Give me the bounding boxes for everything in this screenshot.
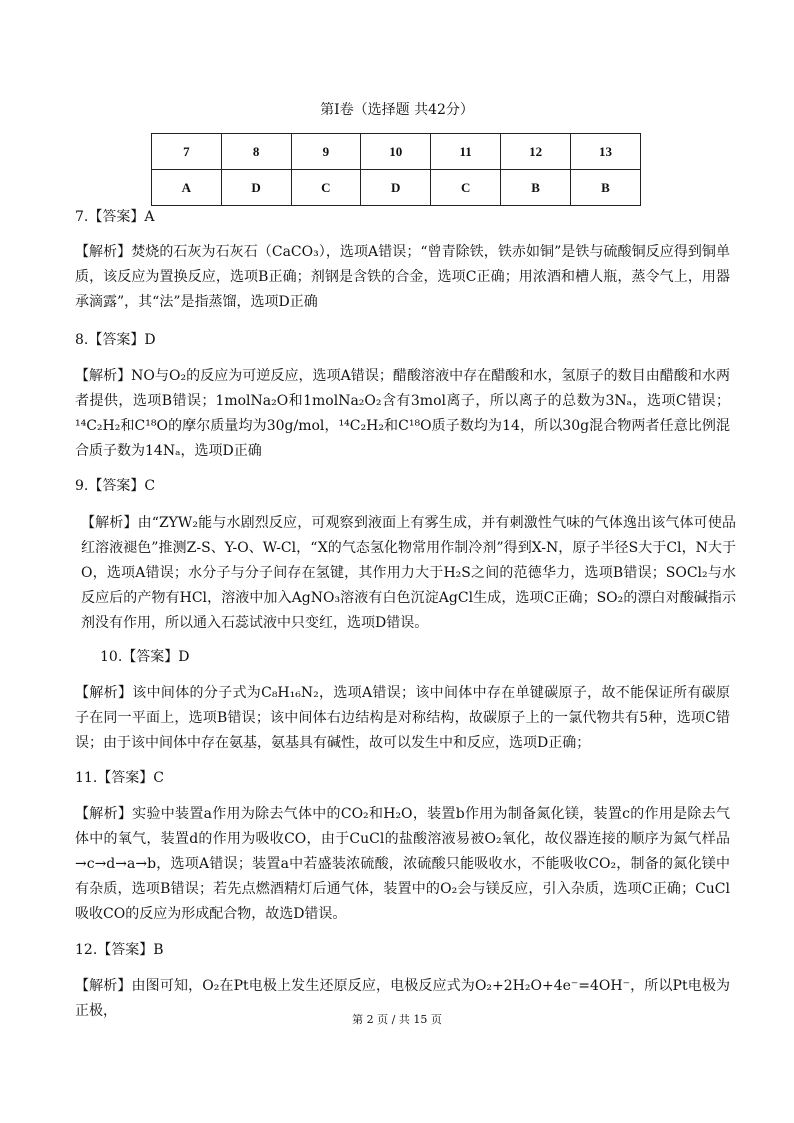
- page-footer: 第 2 页 / 共 15 页: [352, 1013, 442, 1026]
- answer-cell: D: [361, 170, 431, 206]
- answer-cell: A: [152, 170, 222, 206]
- analysis-9: 【解析】由“ZYW₂能与水剧烈反应，可观察到液面上有雾生成，并有刺激性气味的气体逸出该气体可使品红溶液褪色”推测Z-S、Y-O、W-Cl，“X的气态氢化物常用作制冷剂”得到X-N，原子半径S大于Cl，N大于O，选项A错误；水分子与分子间存在氢键，其作用力大于H₂S之间的范德华力，选项B错误；SOCl₂与水反应后的产物有HCl，溶液中加入AgNO₃溶液有白色沉淀AgCl生成，选项C正确；SO₂的漂白对酸碱指示剂没有作用，所以通入石蕊试液中只变红，选项D错误。: [81, 515, 736, 631]
- section-title: 第Ⅰ卷（选择题 共42分）: [320, 102, 474, 118]
- question-number-cell: 13: [571, 134, 641, 170]
- question-number-cell: 11: [431, 134, 501, 170]
- answer-line-10: 10.【答案】D: [100, 649, 190, 665]
- analysis-12: 【解析】由图可知，O₂在Pt电极上发生还原反应，电极反应式为O₂+2H₂O+4e⁻=4OH⁻，所以Pt电极为正极，: [75, 978, 730, 1019]
- analysis-7: 【解析】焚烧的石灰为石灰石（CaCO₃），选项A错误；“曾青除铁，铁赤如铜”是铁与硫酸铜反应得到铜单质，该反应为置换反应，选项B正确；剂钢是含铁的合金，选项C正确；用浓酒和槽人瓶，蒸令气上，用器承滴露”，其“法”是指蒸馏，选项D正确: [75, 244, 730, 310]
- question-number-cell: 7: [152, 134, 222, 170]
- analysis-10: 【解析】该中间体的分子式为C₈H₁₆N₂，选项A错误；该中间体中存在单键碳原子，故不能保证所有碳原子在同一平面上，选项B错误；该中间体右边结构是对称结构，故碳原子上的一氯代物共有5种，选项C错误；由于该中间体中存在氨基，氨基具有碱性，故可以发生中和反应，选项D正确；: [75, 685, 730, 751]
- answer-cell: B: [501, 170, 571, 206]
- question-number-cell: 9: [291, 134, 361, 170]
- question-number-cell: 8: [221, 134, 291, 170]
- answer-line-8: 8.【答案】D: [75, 332, 156, 348]
- answer-line-11: 11.【答案】C: [75, 770, 164, 786]
- question-number-cell: 10: [361, 134, 431, 170]
- answer-line-12: 12.【答案】B: [75, 942, 164, 958]
- answer-table: [151, 133, 641, 206]
- answer-line-7: 7.【答案】A: [75, 209, 155, 225]
- answer-cell: C: [431, 170, 501, 206]
- answer-table-answer-row: [152, 170, 641, 206]
- answer-cell: C: [291, 170, 361, 206]
- analysis-8: 【解析】NO与O₂的反应为可逆反应，选项A错误；醋酸溶液中存在醋酸和水，氢原子的数目由醋酸和水两者提供，选项B错误；1molNa₂O和1molNa₂O₂含有3mol离子，所以离子的总数为3Nₐ，选项C错误；¹⁴C₂H₂和C¹⁸O的摩尔质量均为30g/mol，¹⁴C₂H₂和C¹⁸O质子数均为14，所以30g混合物两者任意比例混合质子数为14Nₐ，选项D正确: [75, 368, 730, 459]
- answer-line-9: 9.【答案】C: [75, 478, 156, 494]
- answer-cell: B: [571, 170, 641, 206]
- question-number-cell: 12: [501, 134, 571, 170]
- answer-cell: D: [221, 170, 291, 206]
- answer-table-number-row: [152, 134, 641, 170]
- analysis-11: 【解析】实验中装置a作用为除去气体中的CO₂和H₂O，装置b作用为制备氮化镁，装置c的作用是除去气体中的氧气，装置d的作用为吸收CO，由于CuCl的盐酸溶液易被O₂氧化，故仪器连接的顺序为氮气样品→c→d→a→b，选项A错误；装置a中若盛装浓硫酸，浓硫酸只能吸收水，不能吸收CO₂，制备的氮化镁中有杂质，选项B错误；若先点燃酒精灯后通气体，装置中的O₂会与镁反应，引入杂质，选项C正确；CuCl吸收CO的反应为形成配合物，故选D错误。: [75, 806, 730, 922]
